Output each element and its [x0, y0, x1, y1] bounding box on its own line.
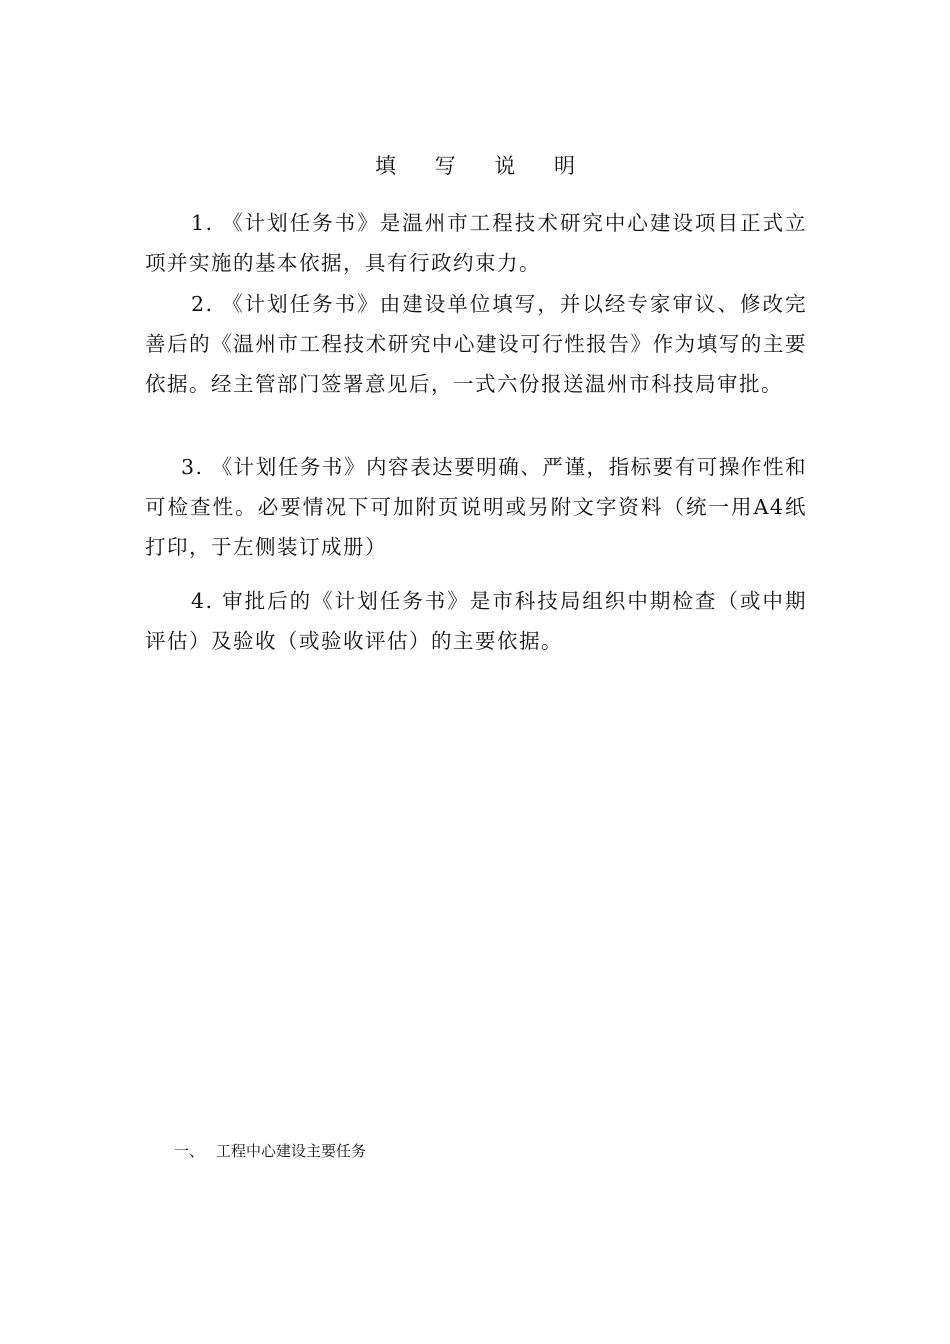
instruction-paragraph-1: 1. 《计划任务书》是温州市工程技术研究中心建设项目正式立项并实施的基本依据，具有行政约束力。 [145, 211, 807, 275]
section-number: 一、 [174, 1142, 205, 1160]
section-heading [174, 1139, 366, 1163]
instruction-paragraph-3: 3. 《计划任务书》内容表达要明确、严谨，指标要有可操作性和可检查性。必要情况下可加附页说明或另附文字资料（统一用A4纸打印，于左侧装订成册） [145, 455, 807, 559]
instruction-paragraph-4: 4. 审批后的《计划任务书》是市科技局组织中期检查（或中期评估）及验收（或验收评估）的主要依据。 [145, 589, 807, 653]
section-title: 工程中心建设主要任务 [216, 1142, 367, 1160]
page-title: 填 写 说 明 [374, 154, 592, 178]
instruction-paragraph-2: 2. 《计划任务书》由建设单位填写，并以经专家审议、修改完善后的《温州市工程技术研究中心建设可行性报告》作为填写的主要依据。经主管部门签署意见后，一式六份报送温州市科技局审批。 [145, 292, 807, 396]
